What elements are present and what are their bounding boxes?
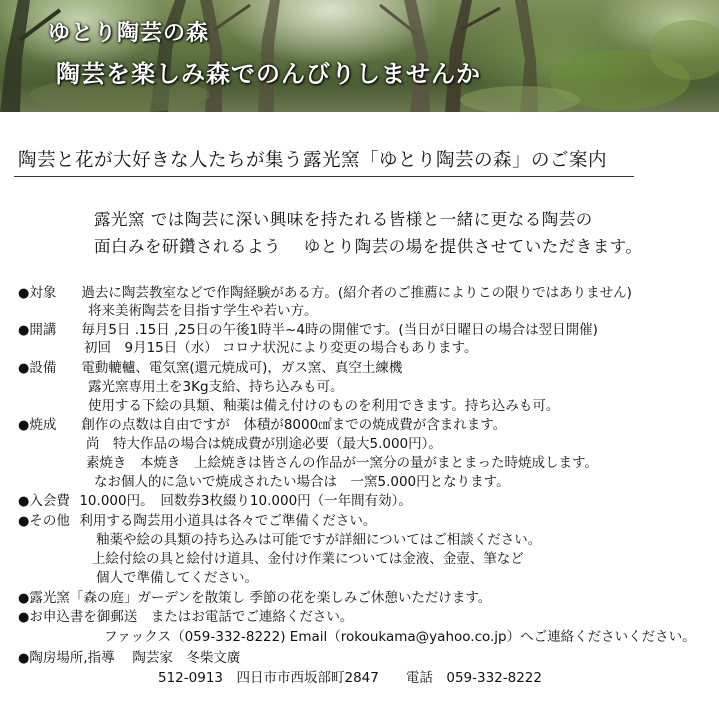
bullet-icon: ●	[18, 651, 30, 666]
equipment-row	[18, 359, 402, 378]
instructor-text: 陶房場所,指導 陶芸家 冬柴文廣	[29, 650, 241, 666]
bullet-icon: ●	[18, 418, 30, 433]
equipment-text-2: 露光窯専用土を3Kg支給、持ち込みも可。	[88, 379, 344, 395]
other-label: その他	[29, 513, 70, 529]
garden-text: 露光窯「森の庭」ガーデンを散策し 季節の花を楽しみご休憩いただけます。	[29, 590, 492, 606]
fee-row	[18, 492, 412, 511]
other-text-1: 利用する陶芸用小道具は各々でご準備ください。	[79, 513, 377, 529]
bullet-icon: ●	[18, 494, 30, 509]
schedule-text-1: 毎月5日 .15日 ,25日の午後1時半~4時の開催です。(当日が日曜日の場合は翌日開催)	[81, 322, 598, 338]
equipment-text-3: 使用する下絵の具類、釉薬は備え付けのものを利用できます。持ち込みも可。	[88, 398, 560, 414]
apply-row	[18, 608, 353, 627]
fee-text-1: 10.000円。 回数券3枚綴り10.000円（一年間有効）。	[79, 493, 412, 509]
schedule-row	[18, 321, 598, 340]
equipment-text-1: 電動轆轤、電気窯(還元焼成可)，ガス窯、真空土練機	[81, 360, 403, 376]
schedule-text-2: 初回 9月15日（水） コロナ状況により変更の場合もあります。	[84, 340, 478, 356]
heading-underline	[14, 176, 634, 177]
firing-text-1: 創作の点数は自由ですが 体積が8000㎤までの焼成費が含まれます。	[81, 417, 507, 433]
firing-row	[18, 416, 506, 435]
target-label: 対象	[29, 285, 57, 301]
other-text-3: 上絵付絵の具と絵付け道具、金付け作業については金液、金壺、筆など	[92, 551, 524, 567]
intro-line-2: 面白みを研鑽されるよう ゆとり陶芸の場を提供させていただきます。	[94, 237, 643, 256]
bullet-icon: ●	[18, 610, 30, 625]
instructor-address: 512-0913 四日市市西坂部町2847 電話 059-332-8222	[158, 670, 542, 686]
target-text-2: 将来美術陶芸を目指す学生や若い方。	[88, 303, 318, 319]
page-heading: 陶芸と花が大好きな人たちが集う露光窯「ゆとり陶芸の森」のご案内	[18, 150, 608, 171]
target-text-1: 過去に陶芸教室などで作陶経験がある方。(紹介者のご推薦によりこの限りではありません)	[81, 285, 632, 301]
firing-text-3: 素焼き 本焼き 上絵焼きは皆さんの作品が一窯分の量がまとまった時焼成します。	[86, 455, 598, 471]
other-text-2: 釉薬や絵の具類の持ち込みは可能ですが詳細についてはご相談ください。	[96, 532, 542, 548]
equipment-label: 設備	[29, 360, 57, 376]
instructor-row	[18, 649, 240, 668]
bullet-icon: ●	[18, 323, 30, 338]
intro-line-1: 露光窯 では陶芸に深い興味を持たれる皆様と一緒に更なる陶芸の	[94, 210, 593, 229]
banner-subtitle: 陶芸を楽しみ森でのんびりしませんか	[56, 60, 481, 88]
firing-text-4: なお個人的に急いで焼成されたい場合は 一窯5.000円となります。	[94, 474, 510, 490]
other-row	[18, 512, 376, 531]
apply-text: お申込書を御郵送 またはお電話でご連絡ください。	[29, 609, 354, 625]
target-row	[18, 284, 632, 303]
header-banner	[0, 0, 719, 112]
firing-label: 焼成	[29, 417, 57, 433]
bullet-icon: ●	[18, 361, 30, 376]
fee-label: 入会費	[29, 493, 70, 509]
banner-title: ゆとり陶芸の森	[48, 21, 210, 46]
firing-text-2: 尚 特大作品の場合は焼成費が別途必要（最大5.000円）。	[86, 436, 442, 452]
apply-contact: ファックス（059-332-8222) Email（rokoukama@yahoo.co.jp）へご連絡くださいください。	[104, 629, 696, 645]
bullet-icon: ●	[18, 514, 30, 529]
bullet-icon: ●	[18, 286, 30, 301]
bullet-icon: ●	[18, 591, 30, 606]
other-text-4: 個人で準備してください。	[96, 570, 258, 586]
garden-row	[18, 589, 491, 608]
schedule-label: 開講	[29, 322, 57, 338]
